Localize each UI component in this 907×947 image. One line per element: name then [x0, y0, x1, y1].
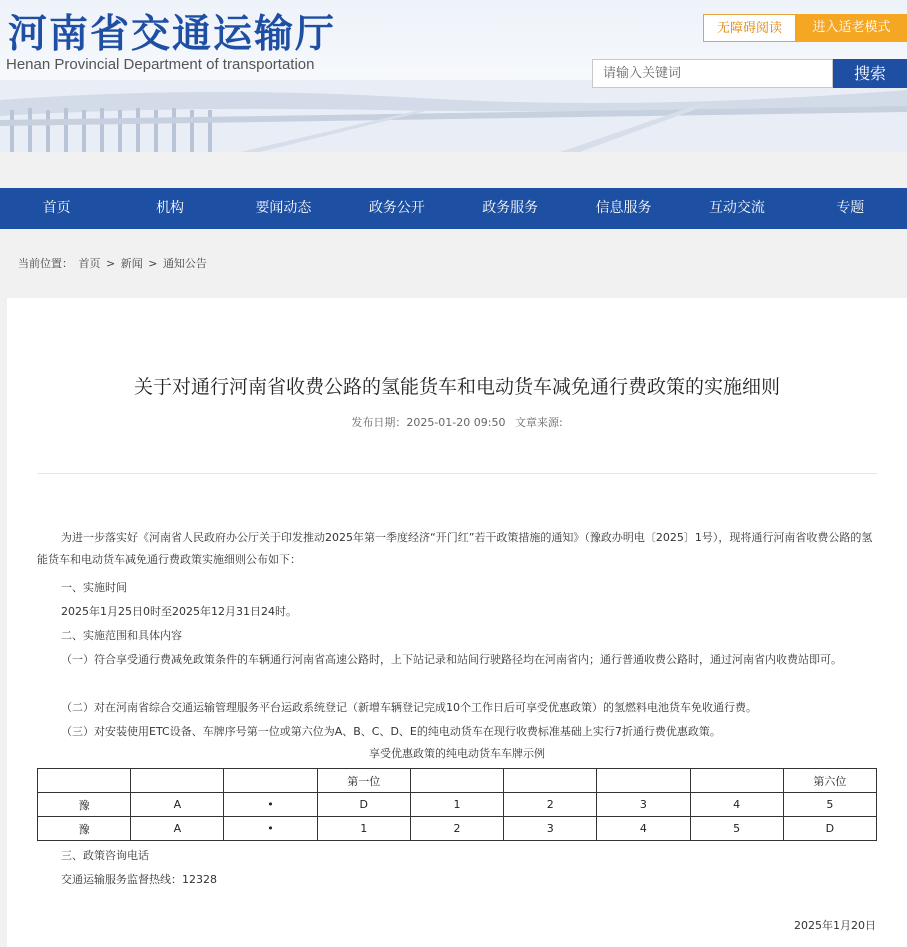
breadcrumb	[18, 255, 209, 271]
table-cell	[38, 769, 131, 793]
table-cell: D	[317, 793, 410, 817]
table-cell: 2	[504, 793, 597, 817]
breadcrumb-label: 当前位置：	[18, 257, 73, 270]
nav-item-topics[interactable]: 专题	[836, 200, 865, 216]
table-cell: 5	[690, 817, 783, 841]
table-cell: •	[224, 793, 317, 817]
section2-item2: （二）对在河南省综合交通运输管理服务平台运政系统登记（新增车辆登记完成10个工作日后可享受优惠政策）的氢燃料电池货车免收通行费。	[61, 701, 757, 714]
table-row	[38, 817, 877, 841]
breadcrumb-item-news[interactable]: 新闻	[120, 257, 143, 270]
table-cell: 1	[317, 817, 410, 841]
table-header-row	[38, 769, 877, 793]
table-cell	[690, 769, 783, 793]
search-button[interactable]: 搜索	[833, 59, 907, 88]
table-cell	[597, 769, 690, 793]
table-cell: 豫	[38, 817, 131, 841]
table-cell: A	[131, 817, 224, 841]
section2-item3: （三）对安装使用ETC设备、车牌序号第一位或第六位为A、B、C、D、E的纯电动货车在现行收费标准基础上实行7折通行费优惠政策。	[61, 725, 721, 738]
nav-item-organization[interactable]: 机构	[156, 200, 185, 216]
table-cell: 4	[690, 793, 783, 817]
breadcrumb-item-notices[interactable]: 通知公告	[162, 257, 207, 270]
section2-heading: 二、实施范围和具体内容	[61, 629, 182, 642]
section3-heading: 三、政策咨询电话	[61, 849, 149, 862]
main-nav	[0, 188, 907, 229]
nav-item-gov-services[interactable]: 政务服务	[482, 200, 539, 216]
table-cell: 豫	[38, 793, 131, 817]
table-cell: 第一位	[317, 769, 410, 793]
table-cell: 4	[597, 817, 690, 841]
nav-item-info-services[interactable]: 信息服务	[595, 200, 652, 216]
breadcrumb-item-home[interactable]: 首页	[78, 257, 101, 270]
publish-date: 2025-01-20 09:50	[406, 416, 506, 429]
accessible-reading-button[interactable]: 无障碍阅读	[703, 14, 796, 42]
article-title: 关于对通行河南省收费公路的氢能货车和电动货车减免通行费政策的实施细则	[133, 376, 780, 398]
site-logo-subtitle: Henan Provincial Department of transportation	[6, 56, 315, 73]
table-cell	[504, 769, 597, 793]
table-cell: 3	[597, 793, 690, 817]
table-cell: 1	[410, 793, 503, 817]
source-label: 文章来源:	[514, 416, 563, 429]
table-cell	[224, 769, 317, 793]
nav-item-news[interactable]: 要闻动态	[255, 200, 312, 216]
table-cell: •	[224, 817, 317, 841]
table-cell: D	[783, 817, 876, 841]
table-cell	[131, 769, 224, 793]
title-divider	[38, 473, 877, 474]
bridge-banner-graphic	[0, 80, 907, 152]
article-panel	[7, 298, 907, 947]
table-cell: A	[131, 793, 224, 817]
table-caption: 享受优惠政策的纯电动货车车牌示例	[369, 747, 545, 760]
table-row	[38, 793, 877, 817]
publish-date-label: 发布日期：	[351, 416, 407, 429]
table-cell: 3	[504, 817, 597, 841]
table-cell: 2	[410, 817, 503, 841]
article-meta	[7, 414, 907, 430]
breadcrumb-separator: >	[148, 257, 158, 270]
breadcrumb-separator: >	[106, 257, 116, 270]
intro-paragraph: 为进一步落实好《河南省人民政府办公厅关于印发推动2025年第一季度经济“开门红”若干政策措施的通知》（豫政办明电〔2025〕1号），现将通行河南省收费公路的氢能货车和电动货车减免通行费政策实施细则公布如下：	[37, 531, 873, 566]
table-cell: 5	[783, 793, 876, 817]
section1-text: 2025年1月25日0时至2025年12月31日24时。	[61, 605, 297, 618]
hotline-text: 交通运输服务监督热线：12328	[61, 873, 217, 886]
table-cell	[410, 769, 503, 793]
nav-item-gov-info[interactable]: 政务公开	[368, 200, 425, 216]
search-input[interactable]	[592, 59, 833, 88]
table-cell: 第六位	[783, 769, 876, 793]
nav-item-interaction[interactable]: 互动交流	[708, 200, 765, 216]
section2-item1: （一）符合享受通行费减免政策条件的车辆通行河南省高速公路时，上下站记录和站间行驶路径均在河南省内；通行普通收费公路时，通过河南省内收费站即可。	[61, 653, 842, 666]
site-logo-title[interactable]: 河南省交通运输厅	[8, 12, 337, 57]
nav-item-home[interactable]: 首页	[42, 200, 71, 216]
elderly-mode-button[interactable]: 进入适老模式	[796, 14, 907, 42]
section1-heading: 一、实施时间	[61, 581, 127, 594]
signature-date: 2025年1月20日	[794, 919, 876, 932]
license-plate-table	[37, 768, 877, 841]
site-header	[0, 0, 907, 152]
